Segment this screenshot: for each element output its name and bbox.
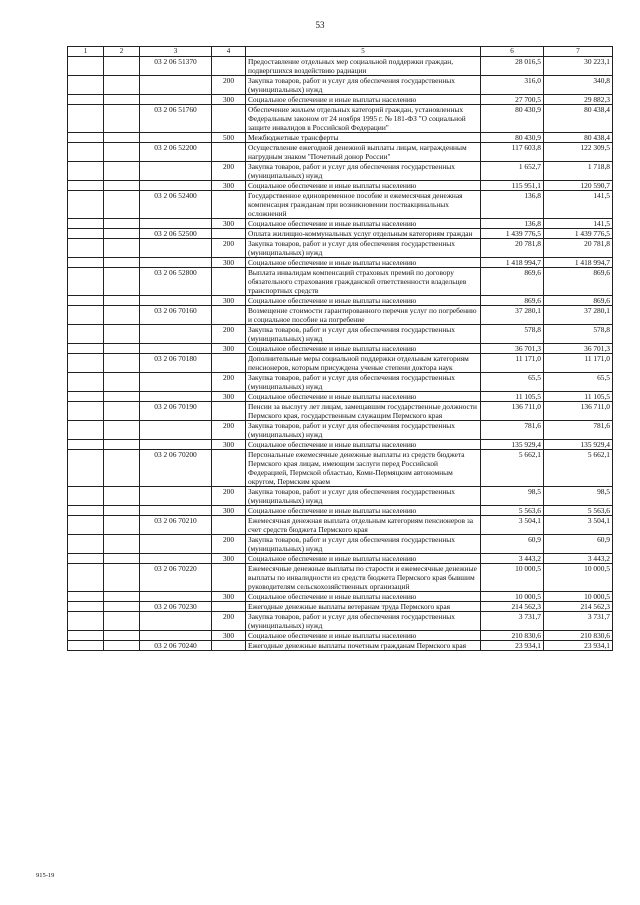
amount-col7-cell: 869,6 <box>544 296 613 306</box>
expense-kind-cell: 500 <box>212 133 246 143</box>
amount-col6-cell: 136,8 <box>481 191 544 219</box>
col2-cell <box>104 641 140 651</box>
item-name-cell: Выплата инвалидам компенсаций страховых премий по договору обязательного страхования гражданской ответственности владельцев транспортных средств <box>246 268 481 296</box>
item-name-cell: Персональные ежемесячные денежные выплаты из средств бюджета Пермского края лицам, имеющим заслуги перед Российской Федерацией, Пермской областью, Коми-Пермяцким автономным округом, Пермским краем <box>246 450 481 487</box>
col2-cell <box>104 440 140 450</box>
col2-cell <box>104 76 140 95</box>
header-cell: 7 <box>544 47 613 57</box>
item-name-cell: Ежемесячные денежные выплаты по старости и ежемесячные денежные выплаты по инвалидности из средств бюджета Пермского края бывшим руководителям сельскохозяйственных организаций <box>246 564 481 592</box>
col1-cell <box>68 296 104 306</box>
target-code-cell <box>140 392 212 402</box>
col2-cell <box>104 95 140 105</box>
table-row <box>68 219 613 229</box>
amount-col6-cell: 210 830,6 <box>481 631 544 641</box>
expense-kind-cell: 300 <box>212 296 246 306</box>
target-code-cell: 03 2 06 52800 <box>140 268 212 296</box>
target-code-cell <box>140 76 212 95</box>
col1-cell <box>68 612 104 631</box>
target-code-cell <box>140 296 212 306</box>
amount-col6-cell: 5 662,1 <box>481 450 544 487</box>
table-row <box>68 296 613 306</box>
col1-cell <box>68 373 104 392</box>
item-name-cell: Закупка товаров, работ и услуг для обеспечения государственных (муниципальных) нужд <box>246 612 481 631</box>
col2-cell <box>104 191 140 219</box>
col1-cell <box>68 602 104 612</box>
col1-cell <box>68 191 104 219</box>
amount-col7-cell: 5 662,1 <box>544 450 613 487</box>
table-row <box>68 602 613 612</box>
col2-cell <box>104 450 140 487</box>
table-row <box>68 631 613 641</box>
target-code-cell <box>140 181 212 191</box>
item-name-cell: Государственное единовременное пособие и ежемесячная денежная компенсация гражданам при возникновении поствакцинальных осложнений <box>246 191 481 219</box>
col1-cell <box>68 402 104 421</box>
expense-kind-cell: 300 <box>212 440 246 450</box>
target-code-cell: 03 2 06 70240 <box>140 641 212 651</box>
header-cell: 1 <box>68 47 104 57</box>
col2-cell <box>104 268 140 296</box>
col1-cell <box>68 258 104 268</box>
expense-kind-cell <box>212 516 246 535</box>
target-code-cell <box>140 535 212 554</box>
amount-col7-cell: 29 882,3 <box>544 95 613 105</box>
table-row <box>68 592 613 602</box>
item-name-cell: Социальное обеспечение и иные выплаты населению <box>246 344 481 354</box>
col1-cell <box>68 421 104 440</box>
expense-kind-cell: 200 <box>212 325 246 344</box>
col1-cell <box>68 268 104 296</box>
col1-cell <box>68 95 104 105</box>
col2-cell <box>104 631 140 641</box>
table-row <box>68 229 613 239</box>
item-name-cell: Дополнительные меры социальной поддержки отдельным категориям пенсионеров, которым присуждена ученые степени доктора наук <box>246 354 481 373</box>
item-name-cell: Социальное обеспечение и иные выплаты населению <box>246 554 481 564</box>
col1-cell <box>68 229 104 239</box>
amount-col6-cell: 117 603,8 <box>481 143 544 162</box>
col1-cell <box>68 162 104 181</box>
col2-cell <box>104 612 140 631</box>
amount-col6-cell: 98,5 <box>481 487 544 506</box>
target-code-cell <box>140 133 212 143</box>
item-name-cell: Закупка товаров, работ и услуг для обеспечения государственных (муниципальных) нужд <box>246 162 481 181</box>
amount-col6-cell: 3 443,2 <box>481 554 544 564</box>
amount-col7-cell: 60,9 <box>544 535 613 554</box>
amount-col6-cell: 869,6 <box>481 296 544 306</box>
item-name-cell: Пенсии за выслугу лет лицам, замещавшим государственные должности Пермского края, государственным служащим Пермского края <box>246 402 481 421</box>
expense-kind-cell <box>212 564 246 592</box>
amount-col7-cell: 10 000,5 <box>544 592 613 602</box>
item-name-cell: Закупка товаров, работ и услуг для обеспечения государственных (муниципальных) нужд <box>246 239 481 258</box>
col1-cell <box>68 306 104 325</box>
table-row <box>68 516 613 535</box>
amount-col7-cell: 781,6 <box>544 421 613 440</box>
table-row <box>68 133 613 143</box>
table-row <box>68 95 613 105</box>
col2-cell <box>104 354 140 373</box>
amount-col7-cell: 3 731,7 <box>544 612 613 631</box>
expense-kind-cell <box>212 450 246 487</box>
table-row <box>68 373 613 392</box>
target-code-cell <box>140 592 212 602</box>
expense-kind-cell: 200 <box>212 421 246 440</box>
col1-cell <box>68 344 104 354</box>
table-header-row <box>68 47 613 57</box>
table-row <box>68 564 613 592</box>
col1-cell <box>68 535 104 554</box>
col1-cell <box>68 239 104 258</box>
col2-cell <box>104 554 140 564</box>
col2-cell <box>104 258 140 268</box>
target-code-cell: 03 2 06 70160 <box>140 306 212 325</box>
target-code-cell: 03 2 06 70200 <box>140 450 212 487</box>
target-code-cell <box>140 325 212 344</box>
amount-col7-cell: 80 438,4 <box>544 105 613 133</box>
table-row <box>68 440 613 450</box>
amount-col6-cell: 65,5 <box>481 373 544 392</box>
table-row <box>68 554 613 564</box>
table-row <box>68 143 613 162</box>
col1-cell <box>68 325 104 344</box>
amount-col7-cell: 98,5 <box>544 487 613 506</box>
footer-code: 915-19 <box>36 872 55 879</box>
col2-cell <box>104 487 140 506</box>
table-row <box>68 239 613 258</box>
target-code-cell: 03 2 06 70230 <box>140 602 212 612</box>
col2-cell <box>104 402 140 421</box>
header-cell: 3 <box>140 47 212 57</box>
col1-cell <box>68 440 104 450</box>
amount-col6-cell: 23 934,1 <box>481 641 544 651</box>
table-row <box>68 325 613 344</box>
target-code-cell <box>140 373 212 392</box>
item-name-cell: Закупка товаров, работ и услуг для обеспечения государственных (муниципальных) нужд <box>246 373 481 392</box>
col2-cell <box>104 162 140 181</box>
amount-col7-cell: 5 563,6 <box>544 506 613 516</box>
table-row <box>68 641 613 651</box>
amount-col7-cell: 30 223,1 <box>544 57 613 76</box>
target-code-cell: 03 2 06 52500 <box>140 229 212 239</box>
amount-col6-cell: 36 701,3 <box>481 344 544 354</box>
amount-col6-cell: 578,8 <box>481 325 544 344</box>
amount-col6-cell: 20 781,8 <box>481 239 544 258</box>
item-name-cell: Социальное обеспечение и иные выплаты населению <box>246 296 481 306</box>
amount-col6-cell: 11 105,5 <box>481 392 544 402</box>
amount-col6-cell: 316,0 <box>481 76 544 95</box>
col2-cell <box>104 564 140 592</box>
item-name-cell: Закупка товаров, работ и услуг для обеспечения государственных (муниципальных) нужд <box>246 487 481 506</box>
expense-kind-cell: 300 <box>212 392 246 402</box>
item-name-cell: Ежегодные денежные выплаты ветеранам труда Пермского края <box>246 602 481 612</box>
target-code-cell <box>140 440 212 450</box>
amount-col6-cell: 28 016,5 <box>481 57 544 76</box>
item-name-cell: Межбюджетные трансферты <box>246 133 481 143</box>
amount-col6-cell: 1 652,7 <box>481 162 544 181</box>
expense-kind-cell: 200 <box>212 373 246 392</box>
amount-col7-cell: 1 718,8 <box>544 162 613 181</box>
amount-col6-cell: 3 731,7 <box>481 612 544 631</box>
expense-kind-cell: 300 <box>212 95 246 105</box>
col2-cell <box>104 229 140 239</box>
target-code-cell: 03 2 06 70210 <box>140 516 212 535</box>
target-code-cell <box>140 631 212 641</box>
table-row <box>68 535 613 554</box>
expense-kind-cell <box>212 57 246 76</box>
col2-cell <box>104 516 140 535</box>
item-name-cell: Социальное обеспечение и иные выплаты населению <box>246 592 481 602</box>
expense-kind-cell <box>212 602 246 612</box>
expense-kind-cell: 200 <box>212 535 246 554</box>
amount-col7-cell: 578,8 <box>544 325 613 344</box>
expense-kind-cell <box>212 268 246 296</box>
table-row <box>68 57 613 76</box>
target-code-cell <box>140 506 212 516</box>
item-name-cell: Обеспечение жильем отдельных категорий граждан, установленных Федеральным законом от 24 ноября 1995 г. № 181-ФЗ "О социальной защите инвалидов в Российской Федерации" <box>246 105 481 133</box>
amount-col7-cell: 37 280,1 <box>544 306 613 325</box>
expense-kind-cell: 200 <box>212 76 246 95</box>
amount-col7-cell: 80 438,4 <box>544 133 613 143</box>
amount-col7-cell: 3 443,2 <box>544 554 613 564</box>
expense-kind-cell: 300 <box>212 631 246 641</box>
expense-kind-cell: 300 <box>212 219 246 229</box>
col1-cell <box>68 487 104 506</box>
expense-kind-cell <box>212 143 246 162</box>
col2-cell <box>104 239 140 258</box>
expense-kind-cell: 200 <box>212 612 246 631</box>
col2-cell <box>104 143 140 162</box>
col2-cell <box>104 592 140 602</box>
amount-col6-cell: 27 700,5 <box>481 95 544 105</box>
item-name-cell: Социальное обеспечение и иные выплаты населению <box>246 392 481 402</box>
amount-col6-cell: 11 171,0 <box>481 354 544 373</box>
table-row <box>68 76 613 95</box>
target-code-cell <box>140 344 212 354</box>
header-cell: 2 <box>104 47 140 57</box>
expense-kind-cell: 200 <box>212 239 246 258</box>
item-name-cell: Социальное обеспечение и иные выплаты населению <box>246 631 481 641</box>
amount-col7-cell: 210 830,6 <box>544 631 613 641</box>
amount-col7-cell: 141,5 <box>544 191 613 219</box>
amount-col7-cell: 11 171,0 <box>544 354 613 373</box>
col2-cell <box>104 421 140 440</box>
table-row <box>68 268 613 296</box>
amount-col6-cell: 136 711,0 <box>481 402 544 421</box>
col2-cell <box>104 392 140 402</box>
table-row <box>68 181 613 191</box>
item-name-cell: Закупка товаров, работ и услуг для обеспечения государственных (муниципальных) нужд <box>246 535 481 554</box>
item-name-cell: Социальное обеспечение и иные выплаты населению <box>246 440 481 450</box>
amount-col7-cell: 3 504,1 <box>544 516 613 535</box>
expense-kind-cell: 300 <box>212 554 246 564</box>
table-row <box>68 392 613 402</box>
amount-col7-cell: 214 562,3 <box>544 602 613 612</box>
col2-cell <box>104 506 140 516</box>
expense-kind-cell <box>212 354 246 373</box>
amount-col6-cell: 10 000,5 <box>481 592 544 602</box>
page-number: 53 <box>315 20 325 30</box>
expense-kind-cell <box>212 641 246 651</box>
table-row <box>68 354 613 373</box>
col2-cell <box>104 535 140 554</box>
col1-cell <box>68 516 104 535</box>
expense-kind-cell <box>212 105 246 133</box>
col1-cell <box>68 76 104 95</box>
table-row <box>68 258 613 268</box>
col2-cell <box>104 373 140 392</box>
amount-col7-cell: 340,8 <box>544 76 613 95</box>
col1-cell <box>68 181 104 191</box>
col2-cell <box>104 306 140 325</box>
col2-cell <box>104 296 140 306</box>
target-code-cell: 03 2 06 51370 <box>140 57 212 76</box>
header-cell: 4 <box>212 47 246 57</box>
amount-col7-cell: 20 781,8 <box>544 239 613 258</box>
amount-col6-cell: 60,9 <box>481 535 544 554</box>
target-code-cell <box>140 219 212 229</box>
amount-col6-cell: 1 439 776,5 <box>481 229 544 239</box>
amount-col6-cell: 214 562,3 <box>481 602 544 612</box>
header-cell: 6 <box>481 47 544 57</box>
table-row <box>68 402 613 421</box>
item-name-cell: Ежемесячная денежная выплата отдельным категориям пенсионеров за счет средств бюджета Пермского края <box>246 516 481 535</box>
target-code-cell <box>140 239 212 258</box>
target-code-cell <box>140 421 212 440</box>
col1-cell <box>68 506 104 516</box>
budget-table <box>67 46 613 651</box>
table-row <box>68 450 613 487</box>
col1-cell <box>68 592 104 602</box>
amount-col6-cell: 3 504,1 <box>481 516 544 535</box>
amount-col6-cell: 10 000,5 <box>481 564 544 592</box>
item-name-cell: Закупка товаров, работ и услуг для обеспечения государственных (муниципальных) нужд <box>246 421 481 440</box>
amount-col7-cell: 65,5 <box>544 373 613 392</box>
col2-cell <box>104 105 140 133</box>
item-name-cell: Закупка товаров, работ и услуг для обеспечения государственных (муниципальных) нужд <box>246 325 481 344</box>
item-name-cell: Социальное обеспечение и иные выплаты населению <box>246 506 481 516</box>
amount-col7-cell: 1 439 776,5 <box>544 229 613 239</box>
table-row <box>68 506 613 516</box>
amount-col6-cell: 80 430,9 <box>481 105 544 133</box>
item-name-cell: Возмещение стоимости гарантированного перечня услуг по погребению и социальное пособие на погребение <box>246 306 481 325</box>
expense-kind-cell: 300 <box>212 344 246 354</box>
expense-kind-cell: 300 <box>212 181 246 191</box>
amount-col7-cell: 1 418 994,7 <box>544 258 613 268</box>
expense-kind-cell <box>212 191 246 219</box>
item-name-cell: Социальное обеспечение и иные выплаты населению <box>246 181 481 191</box>
col1-cell <box>68 450 104 487</box>
col1-cell <box>68 219 104 229</box>
table-row <box>68 162 613 181</box>
amount-col6-cell: 1 418 994,7 <box>481 258 544 268</box>
col2-cell <box>104 344 140 354</box>
amount-col7-cell: 135 929,4 <box>544 440 613 450</box>
amount-col6-cell: 80 430,9 <box>481 133 544 143</box>
col1-cell <box>68 564 104 592</box>
target-code-cell <box>140 95 212 105</box>
col1-cell <box>68 143 104 162</box>
amount-col7-cell: 122 309,5 <box>544 143 613 162</box>
amount-col6-cell: 869,6 <box>481 268 544 296</box>
col1-cell <box>68 554 104 564</box>
table-row <box>68 344 613 354</box>
item-name-cell: Социальное обеспечение и иные выплаты населению <box>246 95 481 105</box>
target-code-cell: 03 2 06 51760 <box>140 105 212 133</box>
expense-kind-cell: 200 <box>212 487 246 506</box>
amount-col7-cell: 120 590,7 <box>544 181 613 191</box>
table-row <box>68 191 613 219</box>
target-code-cell: 03 2 06 70180 <box>140 354 212 373</box>
amount-col7-cell: 23 934,1 <box>544 641 613 651</box>
item-name-cell: Осуществление ежегодной денежной выплаты лицам, награжденным нагрудным знаком "Почетный донор России" <box>246 143 481 162</box>
item-name-cell: Закупка товаров, работ и услуг для обеспечения государственных (муниципальных) нужд <box>246 76 481 95</box>
table-row <box>68 306 613 325</box>
amount-col6-cell: 115 951,1 <box>481 181 544 191</box>
amount-col6-cell: 5 563,6 <box>481 506 544 516</box>
amount-col7-cell: 869,6 <box>544 268 613 296</box>
target-code-cell: 03 2 06 70190 <box>140 402 212 421</box>
col1-cell <box>68 354 104 373</box>
col2-cell <box>104 133 140 143</box>
amount-col7-cell: 36 701,3 <box>544 344 613 354</box>
expense-kind-cell: 200 <box>212 162 246 181</box>
col2-cell <box>104 219 140 229</box>
col1-cell <box>68 57 104 76</box>
amount-col6-cell: 135 929,4 <box>481 440 544 450</box>
amount-col6-cell: 37 280,1 <box>481 306 544 325</box>
amount-col6-cell: 781,6 <box>481 421 544 440</box>
expense-kind-cell: 300 <box>212 258 246 268</box>
col1-cell <box>68 392 104 402</box>
item-name-cell: Предоставление отдельных мер социальной поддержки граждан, подвергшихся воздействию радиации <box>246 57 481 76</box>
table-row <box>68 487 613 506</box>
col1-cell <box>68 105 104 133</box>
table-row <box>68 612 613 631</box>
target-code-cell <box>140 487 212 506</box>
col1-cell <box>68 641 104 651</box>
target-code-cell: 03 2 06 52200 <box>140 143 212 162</box>
expense-kind-cell <box>212 402 246 421</box>
amount-col7-cell: 136 711,0 <box>544 402 613 421</box>
col1-cell <box>68 631 104 641</box>
col2-cell <box>104 602 140 612</box>
amount-col7-cell: 11 105,5 <box>544 392 613 402</box>
target-code-cell <box>140 258 212 268</box>
amount-col6-cell: 136,8 <box>481 219 544 229</box>
target-code-cell <box>140 554 212 564</box>
item-name-cell: Оплата жилищно-коммунальных услуг отдельным категориям граждан <box>246 229 481 239</box>
expense-kind-cell: 300 <box>212 592 246 602</box>
header-cell: 5 <box>246 47 481 57</box>
target-code-cell <box>140 612 212 631</box>
expense-kind-cell: 300 <box>212 506 246 516</box>
expense-kind-cell <box>212 306 246 325</box>
table-row <box>68 105 613 133</box>
col2-cell <box>104 57 140 76</box>
table-row <box>68 421 613 440</box>
item-name-cell: Социальное обеспечение и иные выплаты населению <box>246 258 481 268</box>
target-code-cell: 03 2 06 52400 <box>140 191 212 219</box>
col2-cell <box>104 325 140 344</box>
amount-col7-cell: 141,5 <box>544 219 613 229</box>
target-code-cell <box>140 162 212 181</box>
item-name-cell: Социальное обеспечение и иные выплаты населению <box>246 219 481 229</box>
item-name-cell: Ежегодные денежные выплаты почетным гражданам Пермского края <box>246 641 481 651</box>
col2-cell <box>104 181 140 191</box>
col1-cell <box>68 133 104 143</box>
amount-col7-cell: 10 000,5 <box>544 564 613 592</box>
expense-kind-cell <box>212 229 246 239</box>
target-code-cell: 03 2 06 70220 <box>140 564 212 592</box>
